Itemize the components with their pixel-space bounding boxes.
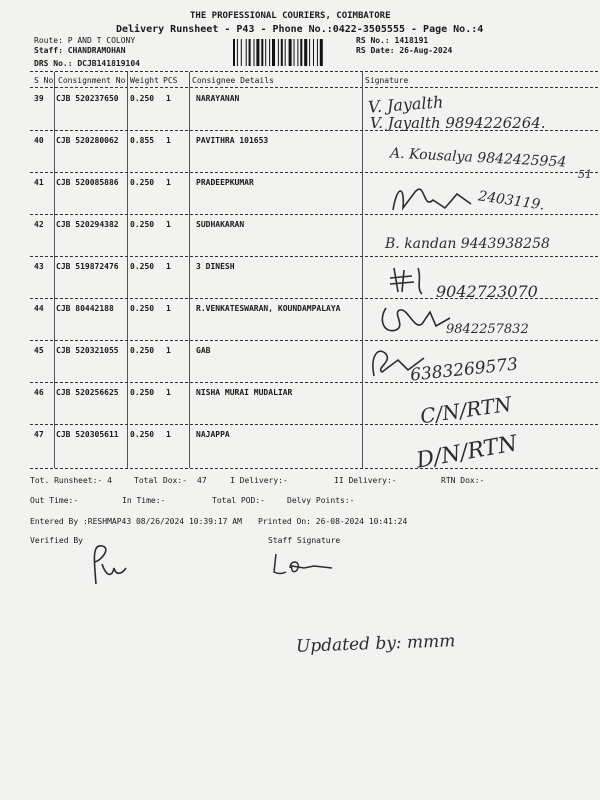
barcode-bar — [289, 39, 292, 66]
row-consignment: CJB 80442188 — [56, 304, 114, 313]
rs-date: RS Date: 26-Aug-2024 — [356, 46, 453, 55]
printed-on: Printed On: 26-08-2024 10:41:24 — [258, 517, 408, 526]
runsheet-title: Delivery Runsheet - P43 - Phone No.:0422-3505555 - Page No.:4 — [116, 24, 484, 35]
total-pod: Total POD:- — [212, 496, 265, 505]
sig-row-43: 9042723070 — [436, 282, 538, 301]
row-sno: 40 — [34, 136, 44, 145]
row-consignee: NAJAPPA — [196, 430, 230, 439]
total-runsheet: Tot. Runsheet:- 4 — [30, 476, 112, 485]
row-divider — [30, 424, 598, 425]
barcode-bar — [294, 39, 295, 66]
col-pcs: PCS — [163, 76, 178, 85]
row-weight: 0.250 — [130, 220, 155, 229]
entered-by: Entered By :RESHMAP43 08/26/2024 10:39:17 AM — [30, 517, 242, 526]
row-weight: 0.250 — [130, 304, 155, 313]
i-delivery: I Delivery:- — [230, 476, 288, 485]
row-consignee: PAVITHRA 101653 — [196, 136, 269, 145]
barcode-bar — [256, 39, 259, 66]
row-sno: 41 — [34, 178, 44, 187]
row-consignment: CJB 520256625 — [56, 388, 119, 397]
row-divider — [30, 172, 598, 173]
barcode-bar — [269, 39, 270, 66]
delvy-points: Delvy Points:- — [287, 496, 355, 505]
sig-row-42: B. kandan 9443938258 — [385, 236, 550, 252]
col-weight: Weight — [130, 76, 159, 85]
sig-row-39-phone: V. Jayalth 9894226264. — [370, 114, 546, 132]
row-divider — [30, 382, 598, 383]
row-divider — [30, 340, 598, 341]
barcode-bar — [272, 39, 275, 66]
row-weight: 0.250 — [130, 430, 155, 439]
in-time: In Time:- — [122, 496, 166, 505]
col-signature: Signature — [365, 76, 409, 85]
company-name: THE PROFESSIONAL COURIERS, COIMBATORE — [190, 11, 391, 21]
row-consignment: CJB 520321055 — [56, 346, 119, 355]
row-consignee: R.VENKATESWARAN, KOUNDAMPALAYA — [196, 304, 341, 313]
total-dox-value: 47 — [197, 476, 207, 485]
barcode-bar — [249, 39, 251, 66]
barcode-bar — [265, 39, 266, 66]
row-consignment: CJB 520085886 — [56, 178, 119, 187]
barcode-bar — [281, 39, 283, 66]
row-consignee: NISHA MURAI MUDALIAR — [196, 388, 293, 397]
row-consignment: CJB 520280062 — [56, 136, 119, 145]
barcode-bar — [254, 39, 255, 66]
row-consignee: NARAYANAN — [196, 94, 240, 103]
row-consignment: CJB 520294382 — [56, 220, 119, 229]
total-dox: Total Dox:- — [134, 476, 187, 485]
rs-number: RS No.: 1418191 — [356, 36, 429, 45]
row-divider — [30, 214, 598, 215]
route-label: Route: P AND T COLONY — [34, 36, 136, 45]
verified-by-label: Verified By — [30, 536, 83, 545]
sig-row-45: 6383269573 — [409, 354, 519, 386]
row-weight: 0.855 — [130, 136, 155, 145]
row-consignment: CJB 520305611 — [56, 430, 119, 439]
row-divider — [30, 256, 598, 257]
row-pcs: 1 — [166, 388, 171, 397]
barcode — [233, 39, 346, 66]
staff-signature-label: Staff Signature — [268, 536, 341, 545]
barcode-bar — [297, 39, 298, 66]
drs-number: DRS No.: DCJB141819104 — [34, 59, 140, 68]
row-pcs: 1 — [166, 136, 171, 145]
sig-row-41: 2403119. — [477, 188, 546, 214]
barcode-bar — [261, 39, 263, 66]
sig-row-39-name: V. Jayalth — [367, 92, 444, 117]
row-consignee: 3 DINESH — [196, 262, 235, 271]
barcode-bar — [317, 39, 318, 66]
barcode-bar — [241, 39, 242, 66]
row-sno: 45 — [34, 346, 44, 355]
col-sno: S No — [34, 76, 54, 85]
row-consignee: SUDHAKARAN — [196, 220, 245, 229]
row-weight: 0.250 — [130, 262, 155, 271]
barcode-bar — [309, 39, 310, 66]
sig-row-40: A. Kousalya 9842425954 — [389, 145, 567, 171]
sig-row-44: 9842257832 — [446, 322, 529, 337]
sig-row-46: C/N/RTN — [418, 391, 514, 429]
row-sno: 43 — [34, 262, 44, 271]
row-consignee: GAB — [196, 346, 211, 355]
row-sno: 46 — [34, 388, 44, 397]
barcode-bar — [304, 39, 307, 66]
updated-by-note: Updated by: mmm — [295, 631, 456, 657]
col-consignee: Consignee Details — [192, 76, 274, 85]
col-consignment: Consignment No — [58, 76, 126, 85]
barcode-bar — [233, 39, 235, 66]
row-pcs: 1 — [166, 262, 171, 271]
barcode-bar — [246, 39, 247, 66]
staff-signature-mark — [268, 550, 338, 580]
row-pcs: 1 — [166, 178, 171, 187]
row-consignee: PRADEEPKUMAR — [196, 178, 254, 187]
ii-delivery: II Delivery:- — [334, 476, 397, 485]
row-pcs: 1 — [166, 220, 171, 229]
row-sno: 44 — [34, 304, 44, 313]
barcode-bar — [300, 39, 302, 66]
row-sno: 47 — [34, 430, 44, 439]
sig-row-44-scribble — [376, 302, 456, 338]
row-weight: 0.250 — [130, 94, 155, 103]
barcode-bar — [237, 39, 238, 66]
barcode-bar — [313, 39, 314, 66]
sig-row-43-scribble — [388, 264, 428, 296]
row-weight: 0.250 — [130, 178, 155, 187]
row-pcs: 1 — [166, 94, 171, 103]
staff-label: Staff: CHANDRAMOHAN — [34, 46, 126, 55]
row-pcs: 1 — [166, 346, 171, 355]
row-sno: 42 — [34, 220, 44, 229]
sig-row-40-extra: 51 — [578, 168, 592, 181]
rtn-dox: RTN Dox:- — [441, 476, 485, 485]
row-weight: 0.250 — [130, 388, 155, 397]
row-pcs: 1 — [166, 304, 171, 313]
barcode-bar — [285, 39, 286, 66]
barcode-bar — [320, 39, 323, 66]
row-pcs: 1 — [166, 430, 171, 439]
row-consignment: CJB 520237650 — [56, 94, 119, 103]
row-weight: 0.250 — [130, 346, 155, 355]
row-sno: 39 — [34, 94, 44, 103]
barcode-bar — [278, 39, 279, 66]
sig-row-47: D/N/RTN — [414, 431, 520, 474]
sig-row-41-scribble — [385, 180, 475, 216]
verified-by-signature — [82, 540, 132, 588]
row-consignment: CJB 519872476 — [56, 262, 119, 271]
out-time: Out Time:- — [30, 496, 79, 505]
